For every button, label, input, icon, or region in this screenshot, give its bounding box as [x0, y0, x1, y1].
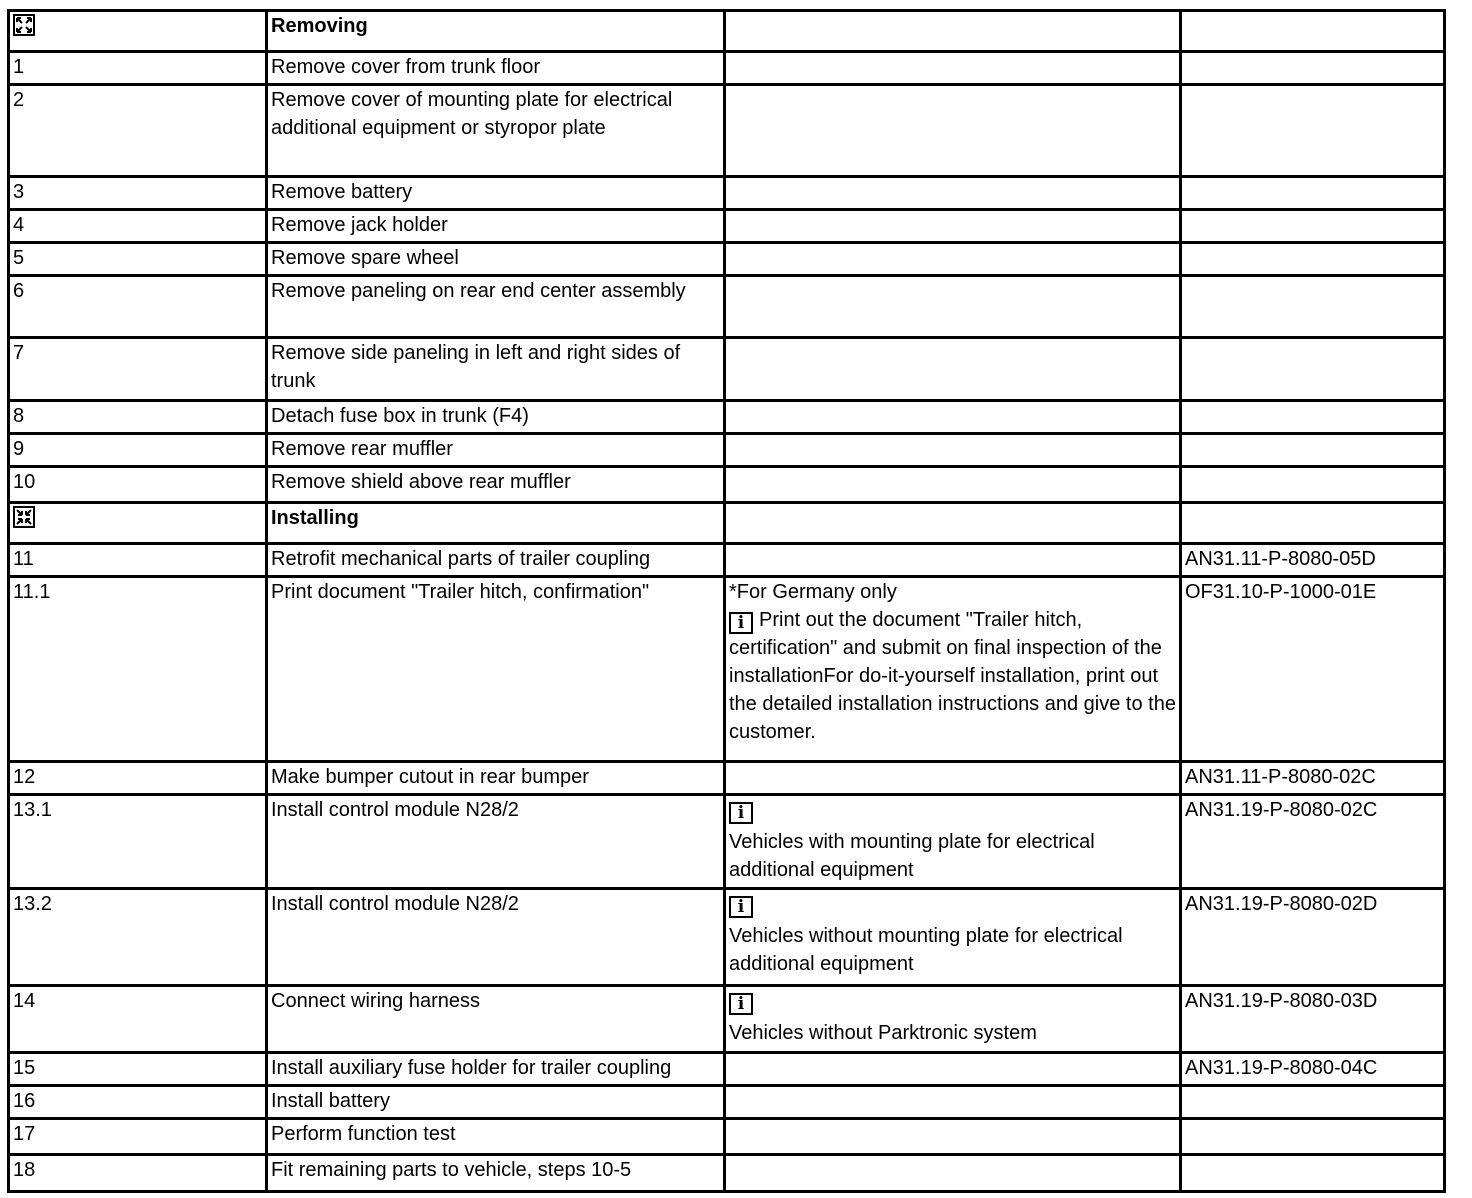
table-row [9, 467, 1445, 503]
step-reference: AN31.11-P-8080-02C [1181, 762, 1445, 795]
step-reference [1181, 243, 1445, 276]
note-prefix: *For Germany only [729, 581, 897, 603]
table-row [9, 986, 1445, 1053]
step-action: Install auxiliary fuse holder for trailer coupling [267, 1053, 725, 1086]
step-number: 8 [9, 401, 267, 434]
step-note [725, 1119, 1181, 1155]
step-reference [1181, 1086, 1445, 1119]
info-icon[interactable]: i [729, 993, 753, 1015]
step-number: 7 [9, 338, 267, 401]
table-row [9, 210, 1445, 243]
section-title-removing: Removing [267, 11, 725, 52]
step-number: 1 [9, 52, 267, 85]
step-reference [1181, 467, 1445, 503]
step-action: Remove spare wheel [267, 243, 725, 276]
step-reference: AN31.19-P-8080-02D [1181, 889, 1445, 986]
step-reference [1181, 52, 1445, 85]
step-note [725, 401, 1181, 434]
table-row [9, 177, 1445, 210]
table-row [9, 889, 1445, 986]
table-row [9, 1053, 1445, 1086]
step-reference: AN31.19-P-8080-04C [1181, 1053, 1445, 1086]
step-number: 13.1 [9, 795, 267, 889]
step-reference: AN31.19-P-8080-03D [1181, 986, 1445, 1053]
step-number: 4 [9, 210, 267, 243]
table-row [9, 85, 1445, 177]
step-number: 9 [9, 434, 267, 467]
step-note [725, 889, 1181, 986]
table-row [9, 401, 1445, 434]
step-action: Remove shield above rear muffler [267, 467, 725, 503]
note-text: Print out the document "Trailer hitch, certification" and submit on final inspection of the installationFor do-it-yourself installation, print out the detailed installation instructions and give to the customer. [729, 609, 1176, 743]
step-reference [1181, 401, 1445, 434]
step-number: 12 [9, 762, 267, 795]
step-action: Remove rear muffler [267, 434, 725, 467]
step-note [725, 434, 1181, 467]
step-action: Remove cover from trunk floor [267, 52, 725, 85]
section-header-installing [9, 503, 1445, 544]
table-row [9, 338, 1445, 401]
table-row [9, 243, 1445, 276]
step-note [725, 52, 1181, 85]
step-reference: AN31.11-P-8080-05D [1181, 544, 1445, 577]
step-action: Install battery [267, 1086, 725, 1119]
step-action: Remove paneling on rear end center assembly [267, 276, 725, 338]
step-reference [1181, 338, 1445, 401]
note-text: Vehicles without Parktronic system [729, 1022, 1037, 1044]
step-action: Remove battery [267, 177, 725, 210]
step-note [725, 243, 1181, 276]
procedure-table-body [9, 11, 1445, 1192]
step-note [725, 85, 1181, 177]
table-row [9, 577, 1445, 762]
step-note [725, 210, 1181, 243]
table-row [9, 795, 1445, 889]
table-row [9, 762, 1445, 795]
section-header-removing [9, 11, 1445, 52]
step-number: 13.2 [9, 889, 267, 986]
step-note [725, 1086, 1181, 1119]
table-row [9, 544, 1445, 577]
step-number: 17 [9, 1119, 267, 1155]
step-reference [1181, 85, 1445, 177]
expand-arrows-icon[interactable] [13, 14, 35, 36]
step-number: 18 [9, 1155, 267, 1192]
step-note [725, 467, 1181, 503]
step-reference [1181, 434, 1445, 467]
table-row [9, 1086, 1445, 1119]
step-action: Detach fuse box in trunk (F4) [267, 401, 725, 434]
procedure-table [7, 9, 1446, 1193]
step-number: 11.1 [9, 577, 267, 762]
step-note [725, 338, 1181, 401]
step-note [725, 762, 1181, 795]
step-number: 14 [9, 986, 267, 1053]
collapse-arrows-icon[interactable] [13, 506, 35, 528]
info-icon[interactable]: i [729, 802, 753, 824]
step-reference [1181, 276, 1445, 338]
empty-cell [725, 503, 1181, 544]
step-note [725, 1155, 1181, 1192]
section-title-installing: Installing [267, 503, 725, 544]
section-icon-cell [9, 503, 267, 544]
step-number: 15 [9, 1053, 267, 1086]
step-action: Remove cover of mounting plate for electrical additional equipment or styropor plate [267, 85, 725, 177]
table-row [9, 1119, 1445, 1155]
step-action: Install control module N28/2 [267, 889, 725, 986]
step-note [725, 986, 1181, 1053]
table-row [9, 52, 1445, 85]
section-icon-cell [9, 11, 267, 52]
step-action: Print document "Trailer hitch, confirmation" [267, 577, 725, 762]
step-reference [1181, 177, 1445, 210]
empty-cell [725, 11, 1181, 52]
table-row [9, 434, 1445, 467]
empty-cell [1181, 11, 1445, 52]
step-reference [1181, 210, 1445, 243]
step-number: 3 [9, 177, 267, 210]
step-action: Retrofit mechanical parts of trailer coupling [267, 544, 725, 577]
step-action: Remove side paneling in left and right sides of trunk [267, 338, 725, 401]
step-action: Install control module N28/2 [267, 795, 725, 889]
step-reference [1181, 1119, 1445, 1155]
table-row [9, 1155, 1445, 1192]
step-reference: OF31.10-P-1000-01E [1181, 577, 1445, 762]
step-reference: AN31.19-P-8080-02C [1181, 795, 1445, 889]
step-note [725, 276, 1181, 338]
step-note [725, 544, 1181, 577]
empty-cell [1181, 503, 1445, 544]
step-note [725, 577, 1181, 762]
info-icon[interactable]: i [729, 612, 753, 634]
table-row [9, 276, 1445, 338]
step-action: Make bumper cutout in rear bumper [267, 762, 725, 795]
step-action: Fit remaining parts to vehicle, steps 10-5 [267, 1155, 725, 1192]
step-note [725, 795, 1181, 889]
step-action: Perform function test [267, 1119, 725, 1155]
step-number: 11 [9, 544, 267, 577]
note-text: Vehicles without mounting plate for electrical additional equipment [729, 925, 1123, 975]
step-note [725, 177, 1181, 210]
info-icon[interactable]: i [729, 896, 753, 918]
step-note [725, 1053, 1181, 1086]
step-number: 2 [9, 85, 267, 177]
step-number: 6 [9, 276, 267, 338]
step-reference [1181, 1155, 1445, 1192]
step-number: 10 [9, 467, 267, 503]
step-action: Remove jack holder [267, 210, 725, 243]
step-number: 5 [9, 243, 267, 276]
step-number: 16 [9, 1086, 267, 1119]
note-text: Vehicles with mounting plate for electrical additional equipment [729, 831, 1095, 881]
step-action: Connect wiring harness [267, 986, 725, 1053]
